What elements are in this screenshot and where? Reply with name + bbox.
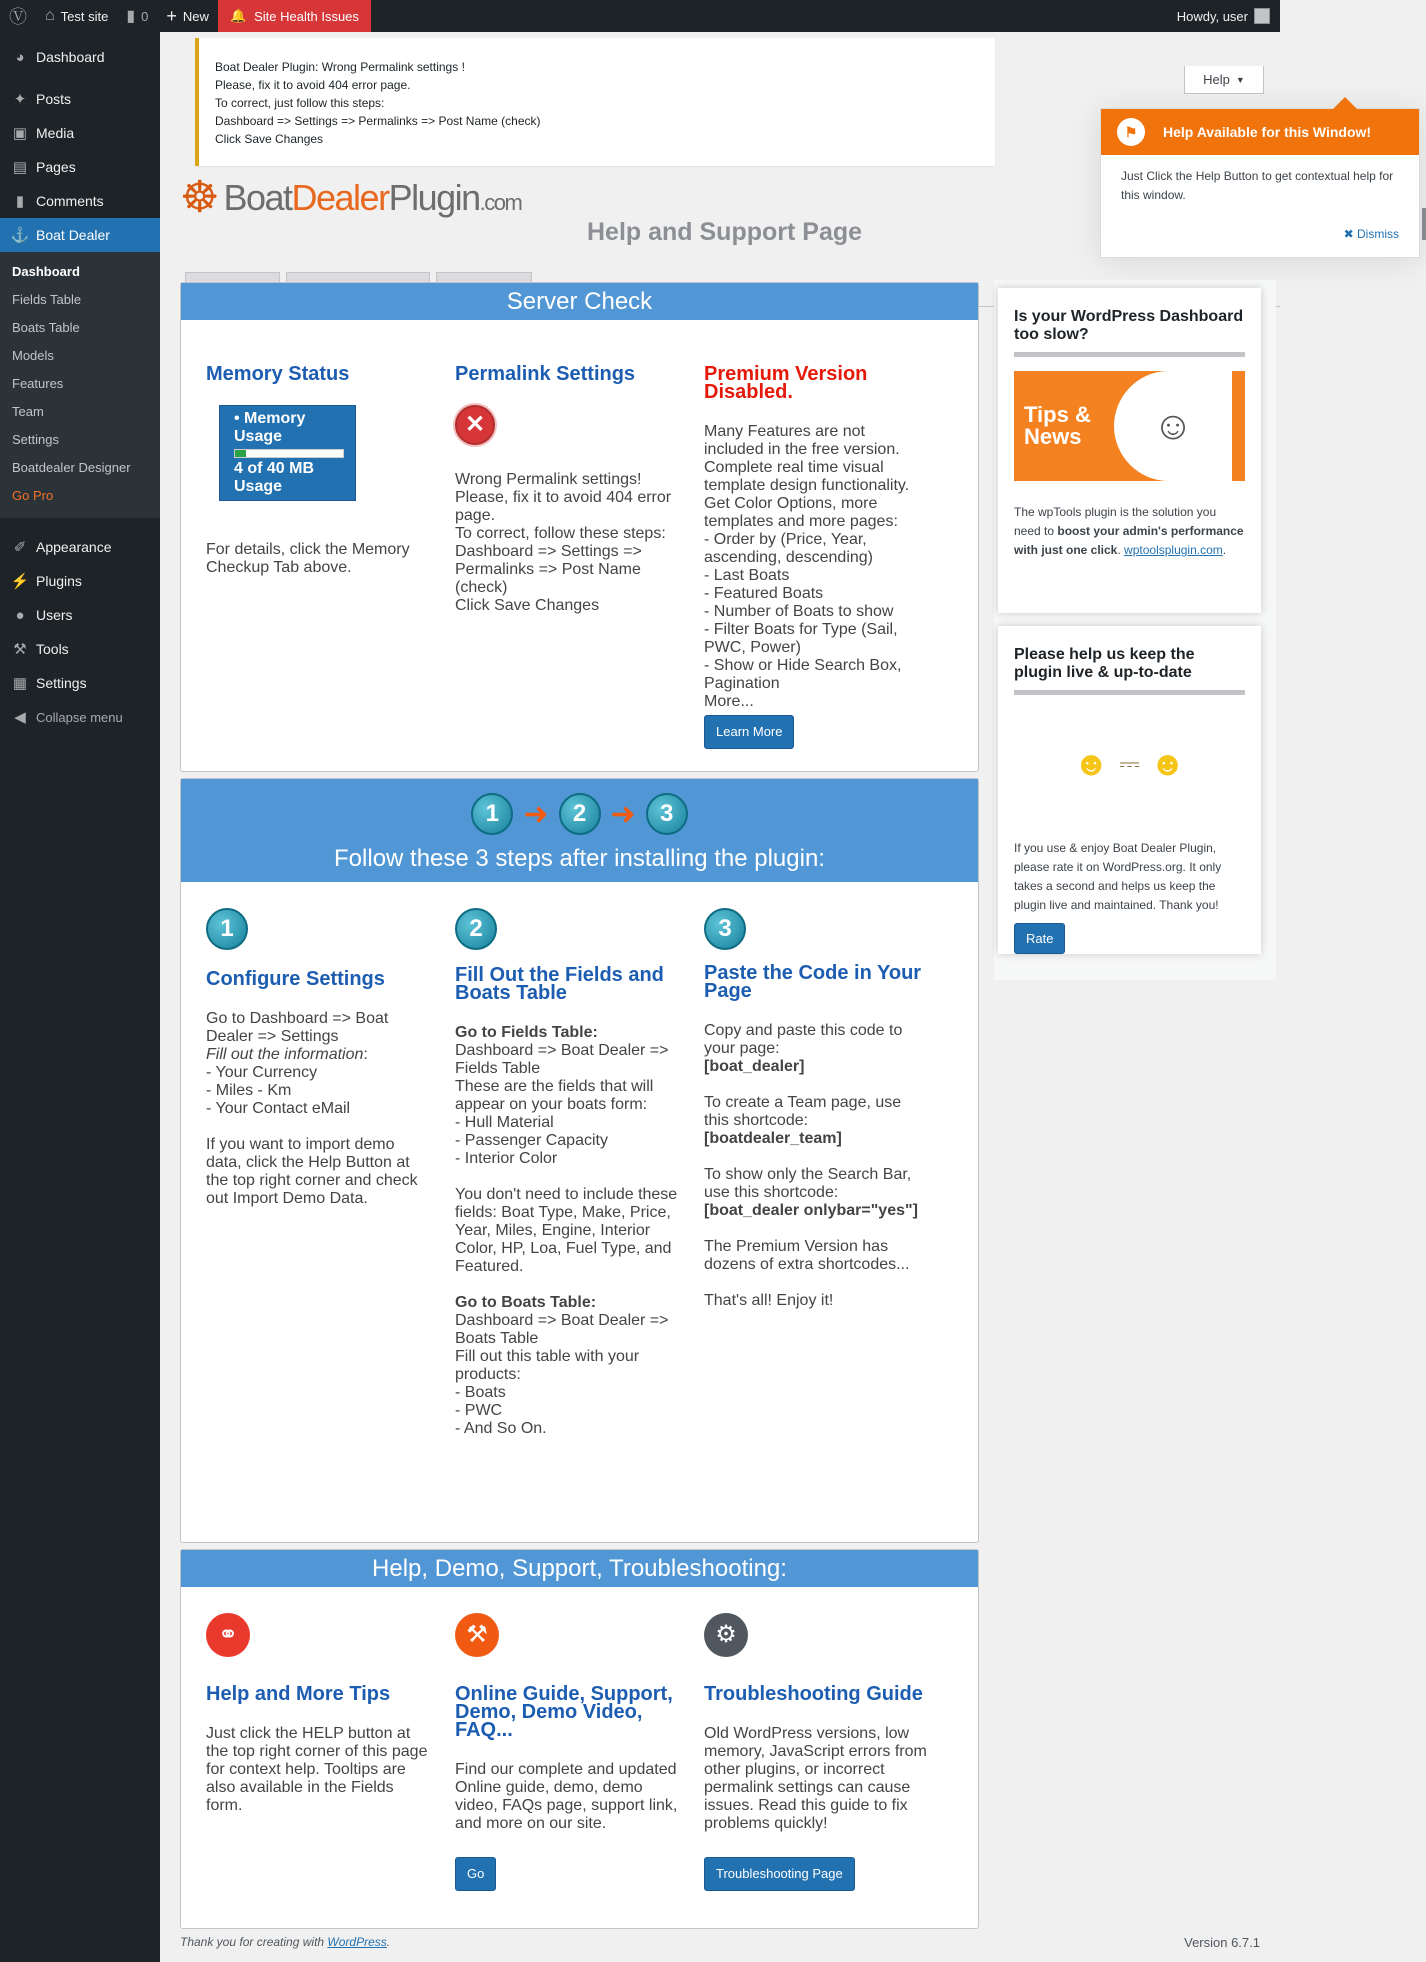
step-3-icon: 3: [646, 793, 688, 835]
step-1-column: 1 Configure Settings Go to Dashboard => Boat Dealer => Settings Fill out the information: - Your Currency - Miles - Km - Your Contact eMail If you want to import demo data, click the Help Button at the top right corner and check out Import Demo Data.: [206, 908, 455, 1438]
menu-plugins[interactable]: ⚡ Plugins: [10, 573, 82, 590]
rate-plugin-title: Please help us keep the plugin live & up-to-date: [1014, 646, 1245, 695]
plus-icon: +: [166, 5, 177, 26]
menu-posts[interactable]: ✦ Posts: [0, 82, 160, 116]
collapse-menu-button[interactable]: ◀ Collapse menu: [0, 700, 160, 734]
user-icon: ●: [15, 606, 25, 624]
dismiss-link[interactable]: ✖ Dismiss: [1343, 227, 1399, 241]
install-steps-panel: [180, 778, 979, 1543]
media-icon: ▣: [12, 125, 28, 142]
collapse-icon: ◀: [14, 709, 26, 726]
submenu-dashboard[interactable]: Dashboard: [12, 264, 80, 279]
admin-bar: [0, 0, 1280, 32]
notice-line: Please, fix it to avoid 404 error page.: [215, 78, 411, 92]
pointer-body: Just Click the Help Button to get contextual help for this window.: [1121, 169, 1394, 202]
help-tips-column: ⚭ Help and More Tips Just click the HELP button at the top right corner of this page for context help. Tooltips are also available in the Fields form.: [206, 1613, 455, 1891]
pointer-title: Help Available for this Window!: [1163, 124, 1372, 140]
troubleshooting-heading: Troubleshooting Guide: [704, 1683, 923, 1705]
hidden-button-edge: [1422, 208, 1426, 240]
online-guide-heading: Online Guide, Support, Demo, Demo Video, FAQ...: [455, 1683, 673, 1741]
error-x-icon: ✕: [455, 405, 495, 445]
submenu-team[interactable]: Team: [12, 404, 44, 419]
troubleshooting-column: ⚙ Troubleshooting Guide Old WordPress versions, low memory, JavaScript errors from other plugins, or incorrect permalink settings can cause issues. Read this guide to fix problems quickly! Troubleshooting Page: [704, 1613, 953, 1891]
step-2-badge: 2: [455, 908, 497, 950]
notice-line: To correct, just follow this steps:: [215, 96, 385, 110]
comments-icon: ▮: [15, 193, 25, 210]
arrow-right-icon: ➜: [610, 797, 636, 831]
bell-icon: 🔔: [229, 8, 247, 23]
memory-usage-box: • Memory Usage 4 of 40 MB Usage: [219, 405, 356, 501]
step-3-heading: Paste the Code in Your Page: [704, 962, 922, 1002]
dashboard-icon: ◕: [15, 48, 25, 66]
help-button[interactable]: Help ▼: [1184, 66, 1264, 94]
wptools-promo-title: Is your WordPress Dashboard too slow?: [1014, 308, 1245, 357]
menu-pages[interactable]: ▤ Pages: [0, 150, 160, 184]
rate-plugin-text: If you use & enjoy Boat Dealer Plugin, please rate it on WordPress.org. It only takes a second and helps us keep the plugin live and maintained. Thank you!: [1014, 841, 1222, 912]
submenu-designer[interactable]: Boatdealer Designer: [12, 460, 131, 475]
lifebuoy-icon: ⚭: [206, 1613, 250, 1657]
menu-settings[interactable]: ▦ Settings: [0, 666, 160, 700]
submenu-fields-table[interactable]: Fields Table: [12, 292, 82, 307]
notice-line: Click Save Changes: [215, 132, 324, 146]
avatar: [1254, 8, 1270, 24]
shortcode-text: [boatdealer_team]: [704, 1130, 842, 1147]
permalink-settings-column: Permalink Settings ✕ Wrong Permalink settings! Please, fix it to avoid 404 error page. To correct, follow these steps: Dashboard => Settings => Permalinks => Post Name (check) Click Save Changes: [455, 365, 704, 749]
step-2-icon: 2: [559, 793, 601, 835]
menu-comments[interactable]: ▮ Comments: [0, 184, 160, 218]
menu-appearance[interactable]: ✐ Appearance: [0, 530, 160, 564]
flag-icon: ⚑: [1117, 118, 1145, 146]
boat-dealer-submenu: [0, 252, 160, 518]
shortcode-text: [boat_dealer onlybar="yes"]: [704, 1202, 918, 1219]
notice-line: Boat Dealer Plugin: Wrong Permalink settings !: [215, 60, 465, 74]
memory-status-column: [206, 365, 455, 749]
site-name-link[interactable]: ⌂ Test site: [45, 7, 109, 24]
learn-more-button[interactable]: Learn More: [704, 715, 794, 749]
help-pointer-popup: [1100, 108, 1420, 258]
wptools-link[interactable]: wptoolsplugin.com: [1124, 543, 1223, 557]
step-1-badge: 1: [206, 908, 248, 950]
step-1-icon: 1: [471, 793, 513, 835]
go-button[interactable]: Go: [455, 1857, 496, 1891]
home-icon: ⌂: [45, 7, 55, 24]
wrench-icon: ⚒: [13, 641, 27, 658]
step-1-heading: Configure Settings: [206, 968, 385, 990]
submenu-boats-table[interactable]: Boats Table: [12, 320, 80, 335]
comment-icon: ▮: [126, 8, 136, 25]
menu-tools[interactable]: ⚒ Tools: [0, 632, 160, 666]
tips-news-image: Tips & News ☺: [1014, 371, 1245, 481]
rate-plugin-box: [998, 626, 1261, 954]
step-2-column: 2 Fill Out the Fields and Boats Table Go to Fields Table: Dashboard => Boat Dealer => Fields Table These are the fields that will appear on your boats form: - Hull Material - Passenger Capacity - Interior Color You don't need to include these fields: Boat Type, Make, Price, Year, Miles, Engine, Interior Color, HP, Loa, Fuel Type, and Featured. Go to Boats Table: Dashboard => Boat Dealer => Boats Table Fill out this table with your products: - Boats - PWC - And So On.: [455, 908, 704, 1438]
online-guide-column: ⚒ Online Guide, Support, Demo, Demo Video, FAQ... Find our complete and updated Online guide, demo, demo video, FAQs page, support link, and more on our site. Go: [455, 1613, 704, 1891]
menu-boat-dealer[interactable]: ⚓ Boat Dealer: [0, 218, 160, 252]
plug-icon: ⎓: [1119, 748, 1140, 778]
server-check-panel: [180, 282, 979, 772]
help-section-title: Help, Demo, Support, Troubleshooting:: [181, 1550, 978, 1587]
step-3-badge: 3: [704, 908, 746, 950]
team-illustration: [1014, 709, 1245, 819]
menu-media[interactable]: ▣ Media: [0, 116, 160, 150]
permalink-warning-notice: [195, 38, 995, 166]
premium-disabled-heading: Premium Version Disabled.: [704, 363, 868, 403]
submenu-settings[interactable]: Settings: [12, 432, 59, 447]
footer-thanks: Thank you for creating with WordPress.: [180, 1935, 391, 1949]
gear-icon: ⚙: [704, 1613, 748, 1657]
new-content-link[interactable]: + New: [166, 5, 209, 26]
menu-dashboard[interactable]: ◕ Dashboard: [0, 40, 160, 74]
install-steps-header: [181, 779, 978, 882]
person-icon: ☻: [1149, 744, 1186, 783]
settings-icon: ▦: [12, 675, 28, 692]
version-text: Version 6.7.1: [1184, 1935, 1260, 1950]
submenu-models[interactable]: Models: [12, 348, 54, 363]
wordpress-link[interactable]: WordPress: [327, 1935, 387, 1949]
caret-down-icon: ▼: [1235, 74, 1245, 85]
help-demo-panel: [180, 1549, 979, 1929]
menu-users[interactable]: ● Users: [0, 598, 160, 632]
wordpress-logo-icon[interactable]: Ⓥ: [9, 7, 27, 27]
notice-line: Dashboard => Settings => Permalinks => Post Name (check): [215, 114, 541, 128]
ship-wheel-icon: ☸: [180, 173, 220, 222]
page-title: Help and Support Page: [587, 218, 863, 246]
tools-icon: ⚒: [455, 1613, 499, 1657]
rate-button[interactable]: Rate: [1014, 923, 1065, 954]
reading-person-icon: ☺: [1114, 371, 1232, 481]
step-2-heading: Fill Out the Fields and Boats Table: [455, 964, 664, 1004]
brush-icon: ✐: [13, 539, 27, 556]
submenu-features[interactable]: Features: [12, 376, 64, 391]
troubleshooting-page-button[interactable]: Troubleshooting Page: [704, 1857, 855, 1891]
step-3-column: 3 Paste the Code in Your Page Copy and paste this code to your page: [boat_dealer] To create a Team page, use this shortcode: [boatdealer_team] To show only the Search Bar, use this shortcode: [boat_dealer onlybar="yes"] The Premium Version has dozens of extra shortcodes... That's all! Enjoy it!: [704, 908, 953, 1438]
server-check-title: Server Check: [181, 283, 978, 320]
person-icon: ☻: [1073, 744, 1110, 783]
shortcode-text: [boat_dealer]: [704, 1058, 805, 1075]
memory-details-text: For details, click the Memory Checkup Tab above.: [206, 541, 410, 576]
memory-status-heading: Memory Status: [206, 363, 350, 385]
pin-icon: ✦: [13, 91, 27, 108]
close-circle-icon: ✖: [1343, 227, 1354, 241]
permalink-heading: Permalink Settings: [455, 363, 636, 385]
my-account-link[interactable]: Howdy, user: [1177, 8, 1280, 24]
install-steps-title: Follow these 3 steps after installing the plugin:: [334, 845, 825, 872]
help-tips-heading: Help and More Tips: [206, 1683, 391, 1705]
anchor-icon: ⚓: [10, 227, 30, 244]
wptools-promo-box: Is your WordPress Dashboard too slow? Tips & News ☺ The wpTools plugin is the solution you need to boost your admin's performance with just one click. wptoolsplugin.com.: [998, 288, 1261, 613]
premium-version-column: Premium Version Disabled. Many Features are not included in the free version. Complete real time visual template design functionality. Get Color Options, more templates and more pages: - Order by (Price, Year, ascending, descending) - Last Boats - Featured Boats - Number of Boats to show - Filter Boats for Type (Sail, PWC, Power) - Show or Hide Search Box, Pagination More... Learn More: [704, 365, 953, 749]
admin-sidebar: [0, 32, 160, 1962]
comments-link[interactable]: ▮ 0: [126, 8, 149, 25]
memory-usage-bar: [234, 449, 344, 458]
boat-dealer-logo: ☸ BoatDealerPlugin.com: [180, 173, 522, 222]
submenu-go-pro[interactable]: Go Pro: [12, 488, 54, 503]
plugin-icon: ⚡: [10, 573, 30, 590]
memory-usage-fill: [235, 450, 246, 457]
arrow-right-icon: ➜: [523, 797, 549, 831]
pages-icon: ▤: [12, 159, 28, 176]
site-health-link[interactable]: 🔔 Site Health Issues: [218, 0, 371, 32]
